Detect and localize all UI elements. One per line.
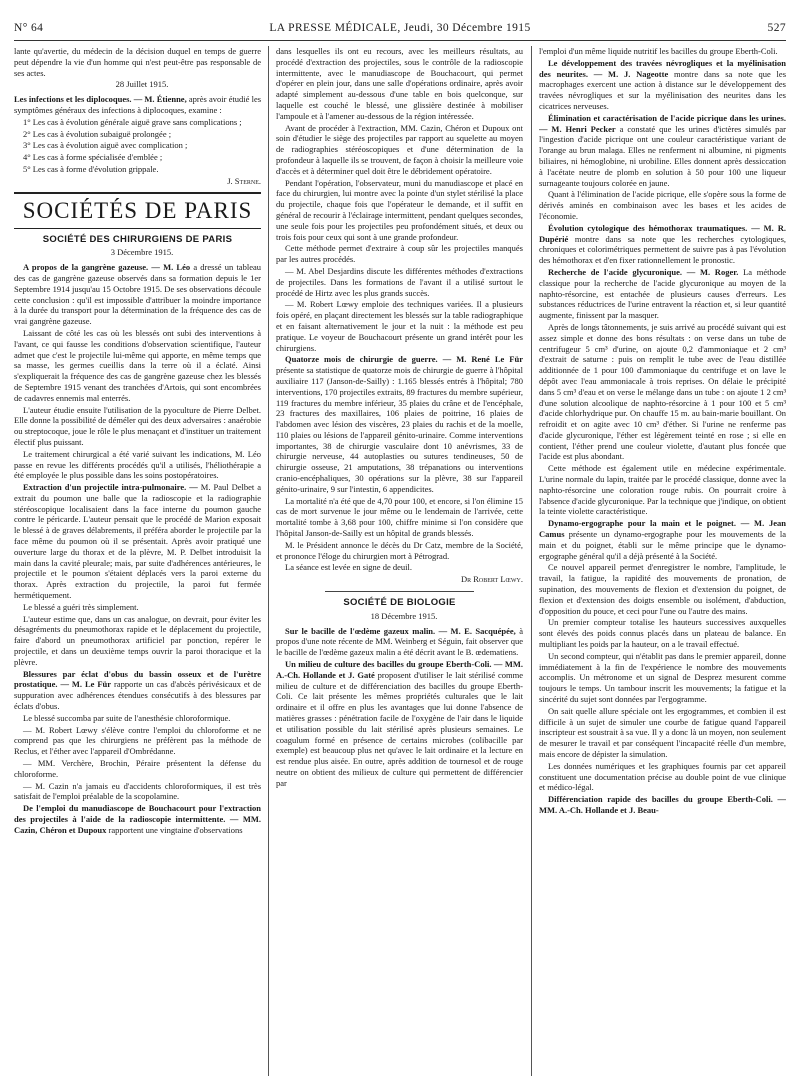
issue-number: N° 64 (14, 22, 44, 34)
article-heading: Évolution cytologique des hémothorax traumatiques. — M. R. Dupérié (539, 222, 786, 244)
article (539, 794, 786, 816)
article-heading: Blessures par éclat d'obus du bassin osseux et de l'urètre prostatique. — M. Le Für (14, 668, 261, 690)
article-body: à propos d'une note récente de MM. Weinberg et Séguin, fait observer que le bacille de l'œdème gazeux malin a été décrit avant le B. œdematiens. (276, 625, 523, 658)
list-item: 4° Les cas à forme spécialisée d'emblée ; (23, 152, 163, 163)
article-body: présente un dynamo-ergographe pour les mouvements de la main et du poignet, établi sur le même principe que le dynamo-ergographe général qu'il a déjà présenté à la Société. (539, 529, 786, 561)
article-heading: Le développement des travées névrogliques et la myélinisation des neurites. — M. J. Nageotte (539, 57, 786, 79)
section-title: SOCIÉTÉS DE PARIS (14, 192, 261, 229)
column-3 (539, 46, 786, 1076)
paragraph: Après de longs tâtonnements, je suis arrivé au procédé suivant qui est assez simple et donne des bons résultats : on verse dans un tube de centrifugeur 5 cm³ d'urine, on ajoute 0,2 d'ammoniaque et 2 cm³ d'extrait de saturne : puis on remplit le tube avec de l'eau distillée additionnée de 1 pour 100 d'ammoniaque du centrifuge et on lave le dépôt avec l'eau ammoniacale à trois reprises. On délaie le précipité dans 5 cm³ d'eau et on verse le mélange dans un tube : on ajoute 1 2 cm³ d'une solution alcoolique de naphto-résorcine à 1 pour 100 et 5 cm³ d'acide chlorhydrique pur. On chauffe 15 m. au bain-marie bouillant. On refroidit et on agite avec 10 cm³ d'éther. Si l'urine ne renferme pas d'acide glycuronique, l'éther est légèrement teinté en rose ; si elle en contient, l'éther prend une couleur violette, d'autant plus foncée que l'acide est plus abondant. (539, 321, 786, 462)
article-body: montre dans sa note que les recherches cytologiques, chroniques et colorimétriques permettent de suivre pas à pas l'évolution des hémothorax et d'en fixer rationnellement le pronostic. (539, 233, 786, 266)
separator (325, 591, 473, 592)
article (14, 482, 261, 601)
article-body: M. Paul Delbet a extrait du poumon une balle que la radioscopie et la radiographie stéréoscopique localisaient dans la face interne du poumon gauche contre le péricarde. L'auteur pensait que le procédé de Marion exposait le blessé à de graves délabrements, il préféra aborder le projectile par la face même du poumon où il se présentait. Après avoir pratiqué une ouverture large du thorax et de la plèvre, M. P. Delbet introduisit la main dans la cavité pleurale; mais, par suite d'adhérences antérieures, le projectile et le poumon s'étaient déplacés vers la paroi externe du thorax. Après extraction du projectile, la paroi fut fermée hermétiquement. (14, 482, 261, 601)
list-item: 3° Les cas à évolution aiguë avec complication ; (23, 140, 188, 151)
column-2 (276, 46, 523, 1076)
paragraph: La séance est levée en signe de deuil. (285, 562, 412, 573)
paragraph: Le blessé succomba par suite de l'anesthésie chloroformique. (23, 712, 231, 723)
article-heading: A propos de la gangrène gazeuse. — M. Léo (23, 262, 191, 273)
article-heading: Un milieu de culture des bacilles du groupe Eberth-Coli. — MM. A.-Ch. Hollande et J. Gaté (276, 659, 523, 680)
page-number: 527 (767, 22, 786, 34)
journal-title: LA PRESSE MÉDICALE, Jeudi, 30 Décembre 1915 (269, 22, 531, 34)
paragraph: — M. Cazin n'a jamais eu d'accidents chloroformiques, il est très satisfait de l'emploi préalable de la scopolamine. (14, 780, 261, 802)
society-title: SOCIÉTÉ DES CHIRURGIENS DE PARIS (42, 233, 233, 245)
paragraph: M. le Président annonce le décès du Dr Catz, membre de la Société, et prononce l'éloge du chirurgien mort à Pétrograd. (276, 539, 523, 561)
article-body: rapportent une vingtaine d'observations (108, 824, 243, 835)
signature: J. Sterne. (227, 175, 261, 186)
column-rule (531, 46, 532, 1076)
paragraph: lante qu'avertie, du médecin de la décision duquel en temps de guerre peut dépendre la vie d'un homme qui n'est peut-être pas responsable de ses actes. (14, 46, 261, 78)
article-heading: Quatorze mois de chirurgie de guerre. — M. René Le Für (285, 354, 523, 365)
article (14, 262, 261, 327)
article (539, 113, 786, 189)
article-body: a constaté que les urines d'ictères simulés par l'ingestion d'acide picrique ont une couleur caractéristique variant de l'orange au brun malaga. Elles ne renferment ni albumine, ni pigments biliaires, ni hémoglobine, ni urobiline. Elles donnent après dessiccation à l'acétate neutre de plomb en solution à 50 pour 100 une liqueur surnageante toujours colorée en jaune. (539, 123, 786, 188)
paragraph: Le blessé a guéri très simplement. (23, 601, 139, 612)
article-heading: Recherche de l'acide glycuronique. — M. Roger. (548, 266, 739, 277)
paragraph: Laissant de côté les cas où les blessés ont subi des interventions à l'avant, ce qui fausse les conditions d'observation scientifique, l'auteur admet que c'est le projectile lui-même qui apporte, en même temps que sa masse, les germes cueillis dans la terre où il a éclaté. Ainsi s'expliquerait la fréquence des cas de gangrène gazeuse chez les blessés de Septembre 1915 venant des tranchées d'Artois, qui sont encombrées de cadavres ennemis mal enterrés. (14, 327, 261, 403)
paragraph: Ce nouvel appareil permet d'enregistrer le nombre, l'amplitude, le travail, la fatigue, la rapidité des mouvements de pronation, de supination, des mouvements de flexion et d'extension du poignet, de flexion et d'extension des doigts ensemble ou isolément, d'abduction, d'opposition du pouce, et ceci pour l'une ou l'autre des mains. (539, 562, 786, 616)
paragraph: Cette méthode est également utile en médecine expérimentale. L'urine normale du lapin, traitée par le procédé classique, donne avec la naphto-résorcine une coloration rouge rubis. On pourrait croire à l'absence d'acide glycuronique. Par la technique que j'indique, on obtient la teinte violette caractéristique. (539, 463, 786, 517)
article-body: a dressé un tableau des cas de gangrène gazeuse observés dans sa formation depuis le 1er Septembre 1914 jusqu'au 15 Octobre 1915. De ses observations découle cette conclusion : qu'il est impossible d'attribuer la moindre importance à la durée du transport pour la détermination de la fréquence des cas de vrai gangrène gazeuse. (14, 262, 261, 327)
article-body: proposent d'utiliser le lait stérilisé comme milieu de culture et de différenciation des bacilles du groupe Eberth-Coli. Ce lait présente les mêmes propriétés culturales que le lait ordinaire et il offre en plus les avantages que lui donne l'absence de matières grasses : pénétration facile de l'oxygène de l'air dans le liquide et utilisation possible du lait stérilisé après plusieurs semaines. Le coagulum formé en présence de certains microbes (colibacille par exemple) est beaucoup plus net qu'avec le lait ordinaire et la lecture en est rendue plus aisée. En outre, après addition de tournesol et de rouge neutre on obtient des milieux de culture qui permettent de différencier par (276, 669, 523, 788)
article-heading: De l'emploi du manudiascope de Bouchacourt pour l'extraction des projectiles à l'aide de la radioscopie intermittente. — MM. Cazin, Chéron et Dupoux (14, 803, 261, 835)
column-rule (268, 46, 269, 1076)
paragraph: l'emploi d'un même liquide nutritif les bacilles du groupe Eberth-Coli. (539, 46, 778, 56)
article-heading: Élimination et caractérisation de l'acide picrique dans les urines. — M. Henri Pecker (539, 112, 786, 134)
article (276, 626, 523, 658)
article-heading: Dynamo-ergographe pour la main et le poignet. — M. Jean Camus (539, 518, 786, 540)
paragraph: Avant de procéder à l'extraction, MM. Cazin, Chéron et Dupoux ont soin d'étudier le siège des projectiles par rapport au squelette au moyen de radiographies stéréoscopiques et d'une détermination de la profondeur à laquelle ils se trouvent, de façon à choisir la meilleure voie d'accès et à déterminer quel doit être le débridement opératoire. (276, 122, 523, 176)
paragraph: L'auteur estime que, dans un cas analogue, on devrait, pour éviter les désagréments du pneumothorax rapide et le déplacement du projectile, faire d'abord un pneumothorax artificiel par ponction, repérer le projectile, et dans un deuxième temps ouvrir la paroi thoracique et la plèvre. (14, 613, 261, 667)
article-heading: Différenciation rapide des bacilles du groupe Eberth-Coli. — MM. A.-Ch. Hollande et J. Beau- (539, 794, 786, 815)
article-heading: Sur le bacille de l'œdème gazeux malin. — M. E. Sacquépée, (285, 625, 516, 636)
list-item: 5° Les cas à forme d'évolution grippale. (23, 163, 159, 174)
signature: Dr Robert Lœwy. (460, 574, 523, 585)
paragraph: — MM. Verchère, Brochin, Péraire présentent la défense du chloroforme. (14, 758, 261, 779)
paragraph: Un premier compteur totalise les hauteurs successives auxquelles sont élevés des poids connus placés dans un plateau de balance. En multipliant les poids par la hauteur, on a le travail effectué. (539, 617, 786, 650)
article-heading: Extraction d'un projectile intra-pulmonaire. — (23, 482, 198, 493)
paragraph: dans lesquelles ils ont eu recours, avec les meilleurs résultats, au procédé d'extraction des projectiles, sous le contrôle de la radioscopie intermittente, avec le manudiascope de Bouchacourt, qui permet d'opérer en plein jour, dans une salle d'opérations ordinaire, après avoir adapté simplement au-dessous d'une table en bois quelconque, sur laquelle est couché le blessé, une glissière destinée à mobiliser l'ampoule et à l'amener au-dessous de la région intéressée. (276, 46, 523, 121)
paragraph: Quant à l'élimination de l'acide picrique, elle s'opère sous la forme de dérivés aminés en combinaison avec les bases et les acides de l'économie. (539, 189, 786, 221)
paragraph: — M. Robert Lœwy emploie des techniques variées. Il a plusieurs fois opéré, en plaçant directement les blessés sur la table radiographique et en faisant alternativement le jour et la nuit : la méthode est peu pratique. Le voyeur de Bouchacourt présente un grand intérêt pour les chirurgiens. (276, 299, 523, 353)
article (14, 94, 261, 116)
article (539, 518, 786, 561)
article-body: après avoir étudié les symptômes généraux des infections à diplocoques, examine : (14, 94, 261, 115)
columns (14, 46, 786, 1076)
date: 3 Décembre 1915. (110, 247, 174, 258)
paragraph: Les données numériques et les graphiques fournis par cet appareil constituent une documentation précise au double point de vue clinique et médico-légal. (539, 760, 786, 793)
list-item: 1° Les cas à évolution générale aiguë grave sans complications ; (23, 116, 242, 127)
article-body: présente sa statistique de quatorze mois de chirurgie de guerre à l'hôpital auxiliaire 117 (Janson-de-Sailly) : 1.165 blessés entrés à l'hôpital; 780 interventions, 170 projectiles extraits, 89 fractures du membre supérieur, 119 fractures du membre inférieur, 35 plaies du crâne et de l'encéphale, 23 fractures des maxillaires, 106 plaies de poitrine, 16 plaies de l'abdomen avec lésion des viscères, 23 plaies du rachis et de la moelle, 110 plaies ou lésions de l'appareil génito-urinaire. Comme interventions importantes, 38 de chirurgie vasculaire dont 10 anévrismes, 33 de chirurgie nerveuse, 44 autoplasties ou sutures tendineuses, 50 de chirurgie osseuse, 21 amputations, 38 trépanations ou interventions cranio-encéphaliques, 30 opérations sur la plèvre, 38 sur l'appareil génito-urinaire, 9 sur l'intestin, 6 appendicites. (276, 365, 523, 494)
header-rule (14, 40, 786, 41)
article (539, 267, 786, 321)
article-body: montre dans sa note que les macrophages exercent une action à distance sur le développement des travées névrogliques et sur la myélinisation des neurites dans les cicatrices nerveuses. (539, 68, 786, 111)
list-item: 2° Les cas à évolution subaiguë prolongée ; (23, 128, 172, 139)
article (14, 803, 261, 835)
paragraph: — M. Robert Lœwy s'élève contre l'emploi du chloroforme et ne comprend pas que les chirurgiens ne préfèrent pas la méthode de Reclus, et l'éther avec l'appareil d'Ombrédanne. (14, 724, 261, 757)
paragraph: Le traitement chirurgical a été varié suivant les indications, M. Léo passe en revue les différents procédés qu'il a utilisés, l'héliothérapie a été employée le plus possible dans les soins postopératoires. (14, 448, 261, 481)
paragraph: Un second compteur, qui n'établit pas dans le premier appareil, donne immédiatement à la fin de l'expérience le nombre des mouvements accomplis. Un métronome et un signal de Desprez mesurent comme toujours le temps. Un tambour inscrit les mouvements; la fatigue et la sincérité du sujet sont données par l'ergogramme. (539, 650, 786, 705)
paragraph: Cette méthode permet d'extraire à coup sûr les projectiles manqués par les autres procédés. (276, 243, 523, 265)
article (276, 659, 523, 789)
article-heading: Les infections et les diplocoques. — M. Étienne, (14, 94, 187, 105)
date: 28 Juillet 1915. (115, 79, 169, 90)
article (14, 669, 261, 712)
paragraph: La mortalité n'a été que de 4,70 pour 100, et encore, si l'on élimine 15 cas de mort survenue le jour même ou le lendemain de l'arrivée, cette mortalité tombe à 3,68 pour 100, chiffre minime si l'on considère que l'hôpital Janson-de-Sailly est un hôpital de grands blessés. (276, 495, 523, 539)
article-body: La méthode classique pour la recherche de l'acide glycuronique au moyen de la naphto-résorcine, est entachée de plusieurs causes d'erreurs. Les substances réductrices de l'urine entravent la réaction et, si leur quantité augmente, finissent par la masquer. (539, 266, 786, 321)
article (276, 354, 523, 494)
column-1 (14, 46, 261, 1076)
article (539, 223, 786, 266)
article (539, 58, 786, 112)
paragraph: — M. Abel Desjardins discute les différentes méthodes d'extractions de projectiles. Dans les formations de l'avant il a utilisé surtout le procédé de Hirtz avec les plus grands succès. (276, 265, 523, 298)
paragraph: L'auteur étudie ensuite l'utilisation de la pyoculture de Pierre Delbet. Elle donne la possibilité de déméler qui des deux adversaires : anaérobie ou streptocoque, joue le rôle le plus menaçant et d'instituer un traitement électif plus puissant. (14, 404, 261, 447)
article-body: rapporte un cas d'abcès périvésicaux et de suppuration avec adhérences étendues consécutifs à des blessures par éclats d'obus. (14, 679, 261, 712)
date: 18 Décembre 1915. (370, 610, 438, 621)
paragraph: On sait quelle allure spéciale ont les ergogrammes, et combien il est difficile à un sujet de simuler une courbe de fatigue quand l'appareil inscripteur est soustrait à sa vue. Il y a donc là un moyen, non seulement de mesurer le travail et par conséquent l'incapacité réelle d'un membre, mais encore de dépister la simulation. (539, 705, 786, 759)
newspaper-page (14, 0, 786, 1082)
paragraph: Pendant l'opération, l'observateur, muni du manudiascope et placé en face du chirurgien, lui montre avec la pointe d'un stylet stérilisé la place du projectile, chaque fois que l'opérateur le demande, et il suffit en général de recourir à l'éclairage intermittent, pendant quelques secondes, une seule fois pour les projectiles peu profondément situés, et deux ou trois fois pour ceux qui sont à une grande profondeur. (276, 177, 523, 242)
running-head (14, 22, 786, 38)
society-title: SOCIÉTÉ DE BIOLOGIE (343, 597, 456, 609)
